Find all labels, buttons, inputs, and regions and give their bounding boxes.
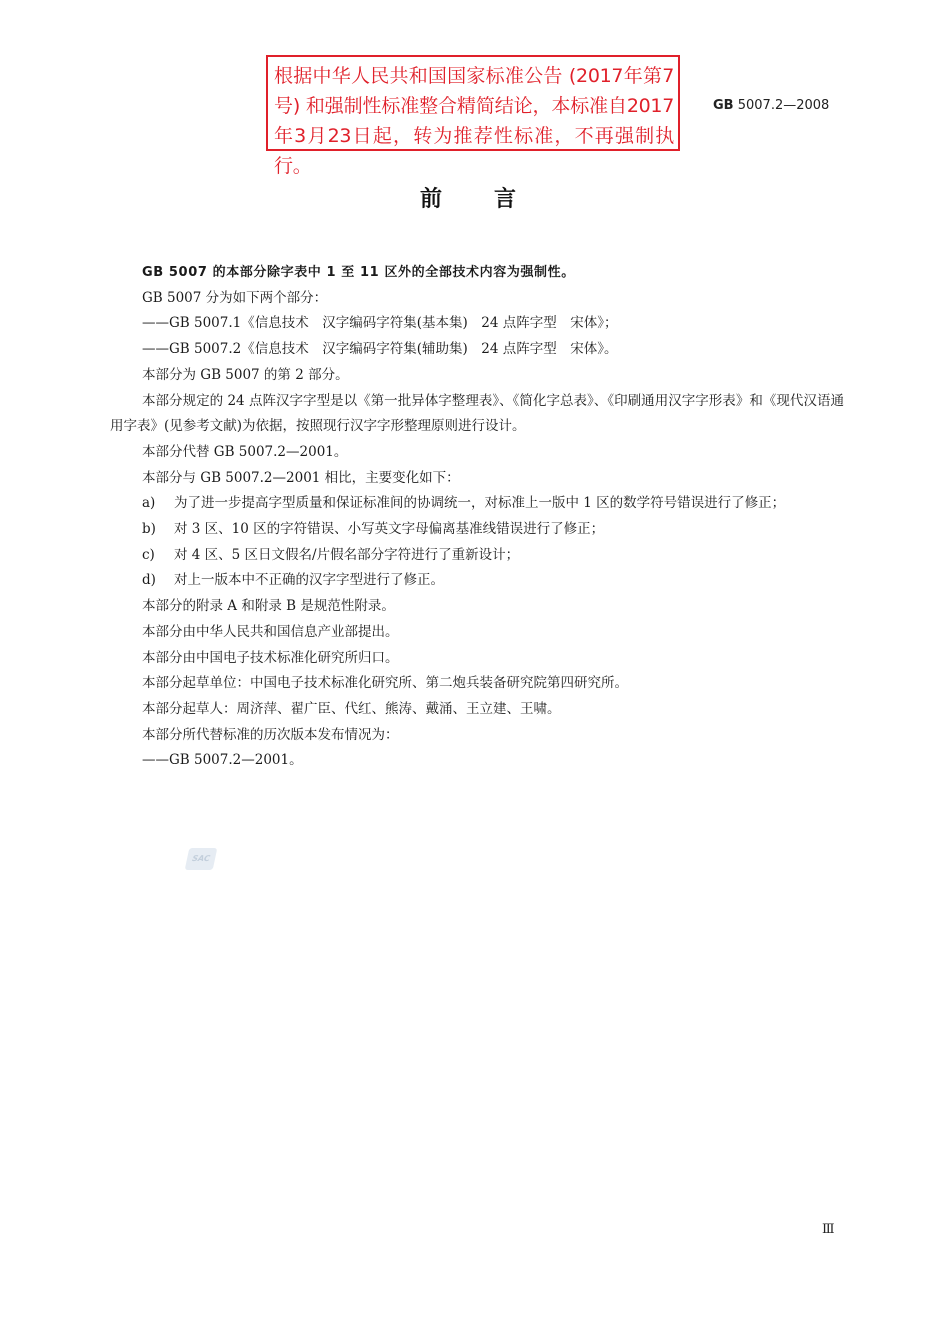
- paragraph: 本部分由中华人民共和国信息产业部提出。: [142, 623, 399, 640]
- paragraph: 本部分规定的 24 点阵汉字字型是以《第一批异体字整理表》、《简化字总表》、《印刷通用汉字字形表》和《现代汉语通用字表》(见参考文献)为依据，按照现行汉字字形整理原则进行设计。: [110, 392, 844, 435]
- paragraph: 本部分的附录 A 和附录 B 是规范性附录。: [142, 598, 395, 615]
- list-item-text: 对 3 区、10 区的字符错误、小写英文字母偏离基准线错误进行了修正；: [174, 521, 605, 538]
- paragraph: 本部分所代替标准的历次版本发布情况为：: [142, 726, 399, 743]
- foreword-body: [110, 260, 844, 774]
- paragraph: 本部分为 GB 5007 的第 2 部分。: [142, 366, 349, 383]
- paragraph: 本部分起草人：周济萍、翟广臣、代红、熊涛、戴涌、王立建、王啸。: [142, 700, 561, 717]
- list-item-text: 为了进一步提高字型质量和保证标准间的协调统一，对标准上一版中 1 区的数学符号错误进行了修正；: [174, 495, 786, 512]
- sac-watermark-logo: SAC: [185, 848, 218, 870]
- standard-code-prefix: GB: [713, 98, 734, 113]
- paragraph: 本部分由中国电子技术标准化研究所归口。: [142, 649, 399, 666]
- list-item-text: 对上一版本中不正确的汉字字型进行了修正。: [174, 572, 444, 589]
- paragraph: 本部分与 GB 5007.2—2001 相比，主要变化如下：: [142, 469, 460, 486]
- list-marker: a): [142, 495, 156, 512]
- change-list-item: [110, 491, 844, 517]
- list-marker: c): [142, 546, 155, 563]
- paragraph: 本部分代替 GB 5007.2—2001。: [142, 443, 348, 460]
- page-number: Ⅲ: [822, 1222, 835, 1237]
- page-title: 前言: [420, 187, 569, 212]
- part-list-item: ——GB 5007.1《信息技术 汉字编码字符集(基本集) 24 点阵字型 宋体》；: [142, 315, 618, 332]
- mandatory-clause: GB 5007 的本部分除字表中 1 至 11 区外的全部技术内容为强制性。: [142, 265, 575, 280]
- paragraph: GB 5007 分为如下两个部分：: [142, 289, 328, 306]
- mandatory-status-notice: 根据中华人民共和国国家标准公告 (2017年第7号) 和强制性标准整合精简结论，本标准自2017年3月23日起，转为推荐性标准，不再强制执行。: [266, 55, 680, 151]
- list-marker: d): [142, 572, 156, 589]
- change-list-item: [110, 543, 844, 569]
- paragraph: ——GB 5007.2—2001。: [142, 752, 303, 769]
- paragraph: 本部分起草单位：中国电子技术标准化研究所、第二炮兵装备研究院第四研究所。: [142, 675, 628, 692]
- change-list-item: [110, 568, 844, 594]
- standard-code-number: 5007.2—2008: [737, 98, 830, 113]
- part-list-item: ——GB 5007.2《信息技术 汉字编码字符集(辅助集) 24 点阵字型 宋体》。: [142, 341, 618, 358]
- standard-code: [713, 98, 829, 113]
- list-marker: b): [142, 521, 156, 538]
- list-item-text: 对 4 区、5 区日文假名/片假名部分字符进行了重新设计；: [174, 546, 520, 563]
- change-list-item: [110, 517, 844, 543]
